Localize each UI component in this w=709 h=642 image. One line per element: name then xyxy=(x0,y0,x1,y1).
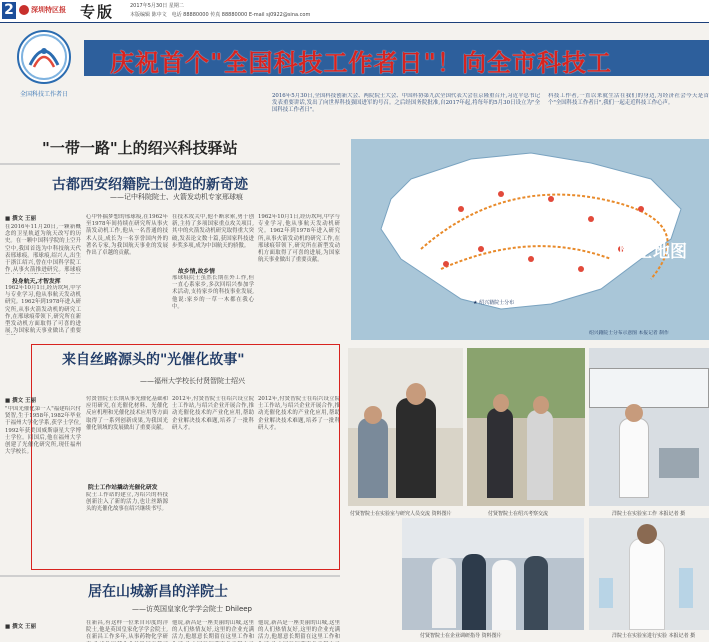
banner-title: 庆祝首个"全国科技工作者日"！向全市科技工 xyxy=(110,48,613,76)
article1-subtitle: ——记中科院院士、火箭发动机专家邢球痕 xyxy=(110,193,243,201)
article1-subhead2: 故乡情,故乡情 xyxy=(178,269,215,275)
paper-emblem-icon xyxy=(19,5,29,15)
celebration-banner xyxy=(84,40,709,76)
paper-logo xyxy=(19,4,71,16)
photo5-caption: 洋院士在实验室进行实验 本报记者 摄 xyxy=(612,633,696,639)
science-day-logo xyxy=(8,27,80,107)
article1-byline: ■ 撰文 王丽 xyxy=(5,216,37,222)
article2-col1: "中国光催化第一人"福建绍兴付贤智,生于1958年,1982年毕业于福州大学化学系,获学士学位,1992年获美国威斯康星大学博士学位。回国后,他在福州大学创建了光催化研究所,现任福州大学校长。 xyxy=(5,406,81,456)
map-caption: 绍兴籍院士分布示意图 本报记者 制作 xyxy=(589,331,669,336)
photo1-caption: 付贤智院士在实验室与研究人员交流 资料图片 xyxy=(350,511,452,517)
article3-col3: 他说,新昌是一座美丽的山城,这里的人们热情友好,这里的企业充满活力,他愿意长期留在这里工作和 xyxy=(172,620,254,641)
article1-col1b: 1962年10月1日,经历坎坷,中学与专业学习,他从事航天发动机研究。1962年到1978年进入研究所,从事火箭发动机的研究工作,在邢球痕带领下,研究所在新型发动机方面取得了可喜的进展,为国家航天事业做出了重要 xyxy=(5,285,81,335)
article1-col3b: 邢球痕院士虽然长期在外工作,但一直心系家乡,多次回绍兴参加学术活动,支持家乡的科技事业发展,他说:家乡的一草一木都在我心中。 xyxy=(172,275,254,310)
science-day-emblem-icon xyxy=(8,27,80,87)
divider xyxy=(0,575,340,577)
photo-visit xyxy=(467,348,585,506)
article3-byline: ■ 撰文 王丽 xyxy=(5,624,37,630)
article3-col2: 在新昌,有这样一位来自印度的洋院士,他是英国皇家化学学会院士,在新昌工作多年,从事药物化学研 xyxy=(86,620,168,641)
article2-subhead: 院士工作站撬动光催化研发 xyxy=(88,485,158,491)
photo-enterprise xyxy=(402,518,584,630)
info-line: 本版编辑 陈中文 电话 88880000 传真 88880000 E-mail sj0922@sina.com xyxy=(130,12,311,18)
article1-col4: 1962年10月1日,经历坎坷,中学与专业学习,他从事航天发动机研究。1962年到1978年进入研究所,从事火箭发动机的研究工作,在邢球痕带领下,研究所在新型发动机方面取得了可喜的进展,为国家航天事业做出了重要贡献。 xyxy=(258,214,340,264)
logo-caption: 全国科技工作者日 xyxy=(19,91,68,98)
section-title: 专版 xyxy=(80,3,115,21)
article2-col2b: 院士工作站的建立,为绍兴的科技创新注入了新的活力,也让丝路源头的光催化故事在绍兴继续书写。 xyxy=(86,492,168,513)
academician-map xyxy=(351,139,709,340)
photo4-caption: 洋院士在实验室工作 本报记者 摄 xyxy=(612,511,686,517)
photo-experiment xyxy=(589,518,709,630)
page-number: 2 xyxy=(2,2,16,19)
article2-col4: 2012年,付贤智院士在绍兴设立院士工作站,与绍兴企业开展合作,推动光催化技术的产业化应用,帮助企业解决技术难题,培养了一批科研人才。 xyxy=(258,396,340,431)
article3-subtitle: ——访英国皇家化学学会院士 Dhileep xyxy=(132,605,252,613)
date-line: 2017年5月30日 星期二 xyxy=(130,3,184,9)
article1-subhead: 投身航天,才智发挥 xyxy=(12,279,61,285)
map-title: 院士地图 xyxy=(619,242,687,262)
intro-left: 2016年5月30日,全国科技创新大会、两院院士大会、中国科协第九次全国代表大会在京隆重召开,习近平总书记发表重要讲话,发出了向世界科技强国进军的号召。之后经国务院批准,自2017年起,将每年的5月30日设立为"全国科技工作者日"。 xyxy=(272,93,540,114)
article1-title: 古都西安绍籍院士创造的新奇迹 xyxy=(52,177,248,193)
divider xyxy=(0,163,340,165)
article1-col2: 心中怀揣梦想的邢球痕,在1962年至1978年间持续在研究所从事火箭发动机工作,他从一名普通的技术人员,成长为一名享誉国内外的著名专家,为我国航天事业的发展作出了卓越的贡献。 xyxy=(86,214,168,257)
paper-name: 深圳特区报 xyxy=(31,6,66,14)
article2-subtitle: ——福州大学校长付贤智院士绍兴 xyxy=(140,377,245,385)
map-legend: ★ 绍兴籍院士分布 xyxy=(473,300,515,306)
belt-road-title: "一带一路"上的绍兴科技驿站 xyxy=(42,139,238,157)
article2-byline: ■ 撰文 王丽 xyxy=(5,398,37,404)
photo-lab-exchange xyxy=(348,348,463,506)
article3-title: 居在山城新昌的洋院士 xyxy=(88,584,228,600)
photo3-caption: 付贤智院士在企业调研指导 资料图片 xyxy=(420,633,502,639)
article2-col2: 付贤智院士长期从事光催化基础和应用研究,在光催化材料、光催化反应机理和光催化技术应用等方面取得了一系列创新成果,为我国光催化领域的发展做出了重要贡献。 xyxy=(86,396,168,431)
page-header xyxy=(0,0,709,23)
photo-lab-bench xyxy=(589,348,709,506)
intro-right: 科技工作者,一直以来就生活在我们的身边,为经济社会今天是首个"全国科技工作者日",我们一起走近科技工作心声。 xyxy=(548,93,709,107)
article2-col3: 2012年,付贤智院士在绍兴设立院士工作站,与绍兴企业开展合作,推动光催化技术的产业化应用,帮助企业解决技术难题,培养了一批科研人才。 xyxy=(172,396,254,431)
article2-title: 来自丝路源头的"光催化故事" xyxy=(62,352,245,368)
article1-col3: 在技术攻关中,他不断求索,勇于创新,主持了多项国家重点攻关项目,其中的火箭发动机研究取得重大突破,发表论文数十篇,获国家科技进步奖多项,成为中国航天的骄傲。 xyxy=(172,214,254,249)
article3-col4: 他说,新昌是一座美丽的山城,这里的人们热情友好,这里的企业充满活力,他愿意长期留在这里工作和 xyxy=(258,620,340,641)
photo2-caption: 付贤智院士在绍兴考察交流 xyxy=(488,511,549,517)
article1-col1: 在2016年11月20日,一颗新概念的卫星轨道为航天改写的历史。在一颗中国科学院的上空升空中,我国首选为中科技航天代表邢球痕。邢球痕,绍兴人,出生于浙江绍兴,曾在中国科学院工作,从事火箭推进研究。邢球痕 xyxy=(5,224,81,274)
